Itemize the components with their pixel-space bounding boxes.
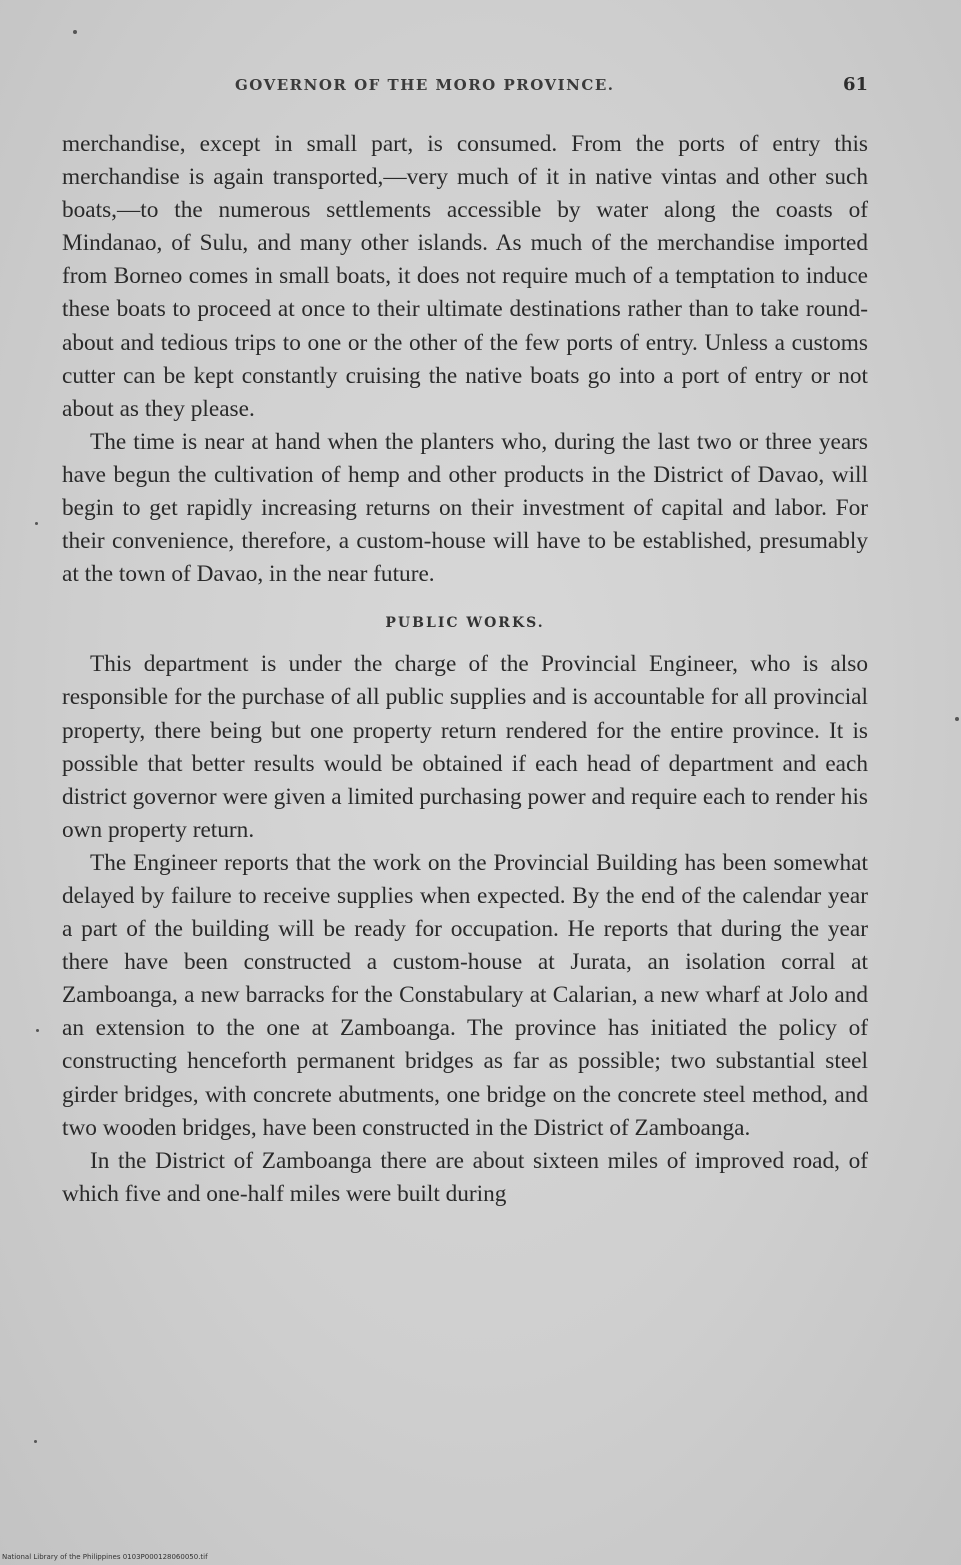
paragraph-zamboanga-roads: In the District of Zamboanga there are about sixteen miles of improved road, of which five and one-half miles were built during — [62, 1147, 868, 1207]
paragraph-customs-continued: merchandise, except in small part, is consumed. From the ports of entry this merchandise is again transported,—very much of it in native vintas and other such boats,—to the numerous settlements accessible by water along the coasts of Mindanao, of Sulu, and many other islands. As much of the merchandise imported from Borneo comes in small boats, it does not require much of a temptation to induce these boats to proceed at once to their ultimate destinations rather than to take round-about and tedious trips to one or the other of the few ports of entry. Unless a customs cutter can be kept constantly cruising the native boats go into a port of entry or not about as they please. — [62, 131, 868, 422]
paragraph-provincial-engineer: This department is under the charge of the Provincial Engineer, who is also responsible for the purchase of all public supplies and is accountable for all provincial property, there being but one property return rendered for the entire province. It is possible that better results would be obtained if each head of department and each district governor were given a limited purchasing power and require each to render his own property return. — [62, 651, 868, 843]
page-body — [62, 128, 868, 1211]
scan-speck — [34, 1440, 37, 1443]
paragraph-davao-custom-house: The time is near at hand when the planters who, during the last two or three years have begun the cultivation of hemp and other products in the District of Davao, will begin to get rapidly increasing returns on their investment of capital and labor. For their convenience, therefore, a custom-house will have to be established, presumably at the town of Davao, in the near future. — [62, 428, 868, 588]
scan-speck — [35, 522, 38, 525]
archive-stamp: National Library of the Philippines 0103P000128060050.tif — [2, 1553, 208, 1561]
running-head: GOVERNOR OF THE MORO PROVINCE. — [235, 76, 615, 94]
paragraph-engineer-reports: The Engineer reports that the work on the Provincial Building has been somewhat delayed by failure to receive supplies when expected. By the end of the calendar year a part of the building will be ready for occupation. He reports that during the year there have been constructed a custom-house at Jurata, an isolation corral at Zamboanga, a new barracks for the Constabulary at Calarian, a new wharf at Jolo and an extension to the one at Zamboanga. The province has initiated the policy of constructing henceforth permanent bridges as far as possible; two substantial steel girder bridges, with concrete abutments, one bridge on the concrete steel method, and two wooden bridges, have been constructed in the District of Zamboanga. — [62, 849, 868, 1141]
section-heading-public-works: PUBLIC WORKS. — [385, 615, 545, 632]
page-number: 61 — [843, 74, 869, 95]
scan-speck — [955, 717, 959, 721]
scan-speck — [36, 1029, 39, 1032]
scan-speck — [73, 30, 77, 34]
